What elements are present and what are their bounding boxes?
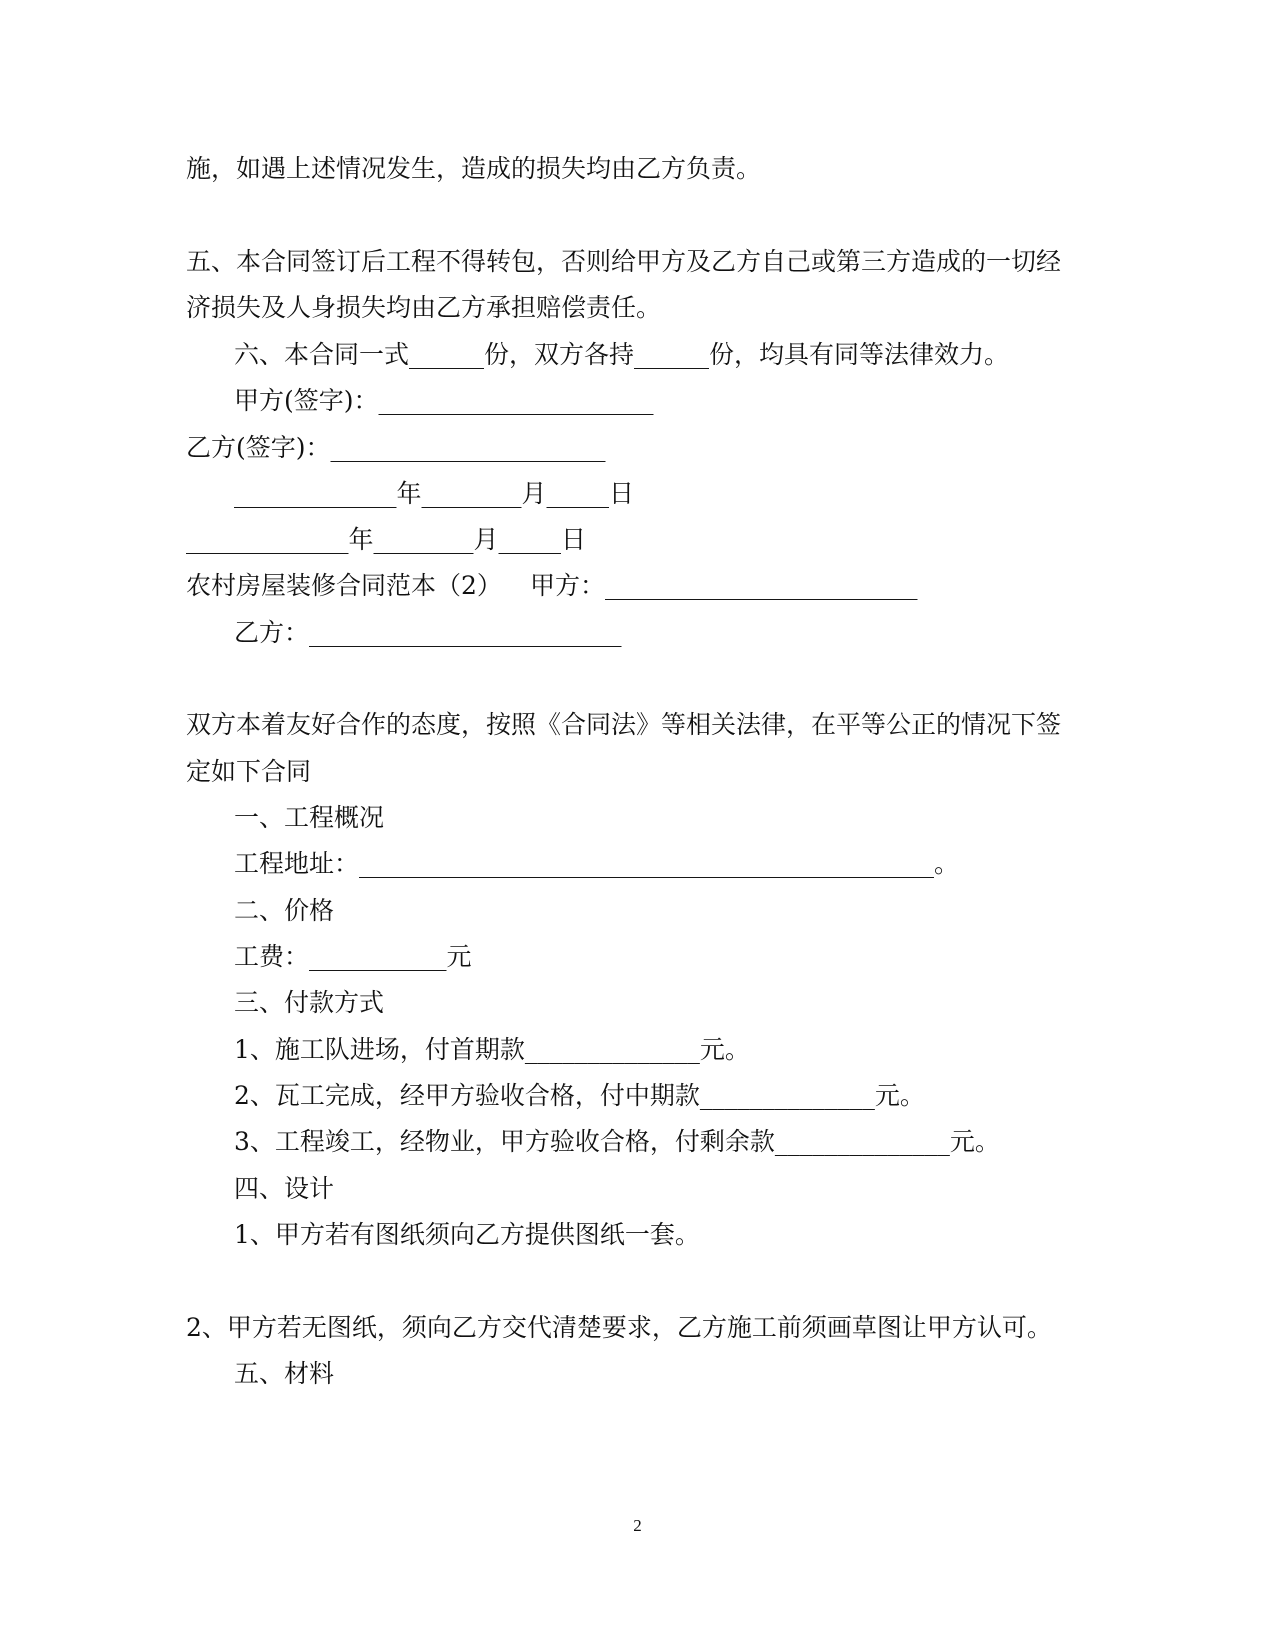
date-line: _____________年________月_____日 <box>186 525 587 554</box>
clause-heading: 二、价格 <box>234 896 335 925</box>
signature-line-party-b: 乙方(签字)：______________________ <box>186 433 606 462</box>
party-a-line: 甲方：_________________________ <box>530 571 918 600</box>
text-line: 施，如遇上述情况发生，造成的损失均由乙方负责。 <box>186 154 762 183</box>
page-number: 2 <box>633 1516 642 1535</box>
text-line: 1、施工队进场，付首期款______________元。 <box>234 1035 750 1064</box>
text-line: 六、本合同一式______份，双方各持______份，均具有同等法律效力。 <box>234 340 1010 369</box>
clause-heading: 三、付款方式 <box>234 988 385 1017</box>
section-title: 农村房屋装修合同范本（2） <box>186 571 502 600</box>
text-line: 双方本着友好合作的态度，按照《合同法》等相关法律，在平等公正的情况下签 <box>186 710 1062 739</box>
text-line: 济损失及人身损失均由乙方承担赔偿责任。 <box>186 293 662 322</box>
text-line: 1、甲方若有图纸须向乙方提供图纸一套。 <box>234 1220 700 1249</box>
text-line: 定如下合同 <box>186 757 312 786</box>
text-line: 五、本合同签订后工程不得转包，否则给甲方及乙方自己或第三方造成的一切经 <box>186 247 1062 276</box>
text-line: 工费：___________元 <box>234 942 472 971</box>
clause-heading: 一、工程概况 <box>234 803 385 832</box>
text-line: 3、工程竣工，经物业，甲方验收合格，付剩余款______________元。 <box>234 1127 1000 1156</box>
clause-heading: 四、设计 <box>234 1174 335 1203</box>
date-line: _____________年________月_____日 <box>234 479 635 508</box>
signature-line-party-a: 甲方(签字)：______________________ <box>234 386 654 415</box>
text-line: 工程地址：______________________________________________。 <box>234 849 960 878</box>
text-line: 2、瓦工完成，经甲方验收合格，付中期款______________元。 <box>234 1081 925 1110</box>
party-b-line: 乙方：_________________________ <box>234 618 622 647</box>
text-line: 2、甲方若无图纸，须向乙方交代清楚要求，乙方施工前须画草图让甲方认可。 <box>186 1313 1052 1342</box>
clause-heading: 五、材料 <box>234 1359 335 1388</box>
